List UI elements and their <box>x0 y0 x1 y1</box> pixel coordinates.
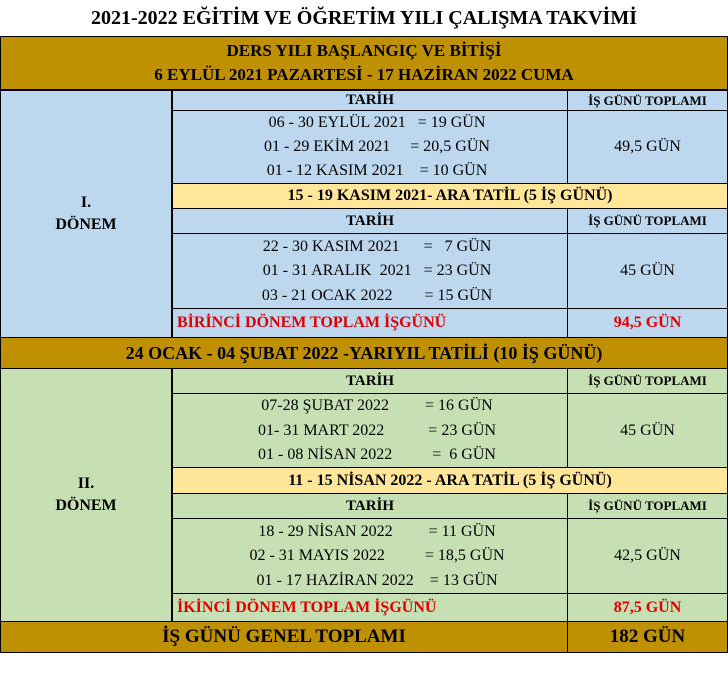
list-item: 01 - 31 ARALIK 2021 = 23 GÜN <box>262 262 492 279</box>
list-item: 22 - 30 KASIM 2021 = 7 GÜN <box>262 237 492 255</box>
page-title: 2021-2022 EĞİTİM VE ÖĞRETİM YILI ÇALIŞMA TAKVİMİ <box>91 6 637 29</box>
term1-block2-date-header: TARİH <box>172 208 568 234</box>
term1-summary-value: 94,5 GÜN <box>567 308 728 338</box>
term1-summary-label: BİRİNCİ DÖNEM TOPLAM İŞGÜNÜ <box>172 308 568 338</box>
year-header-line1: DERS YILI BAŞLANGIÇ VE BİTİŞİ <box>226 41 502 60</box>
term2-summary-label: İKİNCİ DÖNEM TOPLAM İŞGÜNÜ <box>172 593 568 622</box>
term2-block2-total: 42,5 GÜN <box>567 518 728 594</box>
term2-block2-rows <box>172 518 568 594</box>
list-item: 01 - 17 HAZİRAN 2022 = 13 GÜN <box>256 571 498 589</box>
term1-block2-total-header: İŞ GÜNÜ TOPLAMI <box>567 208 728 234</box>
term2-block2-total-header: İŞ GÜNÜ TOPLAMI <box>567 493 728 519</box>
term1-label-line1: I. <box>80 194 92 211</box>
list-item: 01- 31 MART 2022 = 23 GÜN <box>258 421 496 439</box>
term2-block1-total: 45 GÜN <box>567 393 728 468</box>
term2-summary-value: 87,5 GÜN <box>567 593 728 622</box>
term2-label <box>0 368 172 622</box>
term1-break: 15 - 19 KASIM 2021- ARA TATİL (5 İŞ GÜNÜ) <box>172 183 728 209</box>
term1-block1-date-header: TARİH <box>172 90 568 111</box>
list-item: 01 - 29 EKİM 2021 = 20,5 GÜN <box>264 138 490 155</box>
list-item: 07-28 ŞUBAT 2022 = 16 GÜN <box>261 397 493 415</box>
term2-block1-total-header: İŞ GÜNÜ TOPLAMI <box>567 368 728 394</box>
list-item: 01 - 08 NİSAN 2022 = 6 GÜN <box>258 445 496 463</box>
term2-block1-rows <box>172 393 568 468</box>
term1-block2-rows <box>172 233 568 309</box>
term1-block1-total: 49,5 GÜN <box>567 110 728 184</box>
term1-label-line2: DÖNEM <box>55 216 117 233</box>
semester-break: 24 OCAK - 04 ŞUBAT 2022 -YARIYIL TATİLİ (10 İŞ GÜNÜ) <box>0 337 728 369</box>
term1-label <box>0 90 172 338</box>
grand-total-label: İŞ GÜNÜ GENEL TOPLAMI <box>0 621 568 653</box>
term2-break: 11 - 15 NİSAN 2022 - ARA TATİL (5 İŞ GÜNÜ) <box>172 467 728 494</box>
year-header-line2: 6 EYLÜL 2021 PAZARTESİ - 17 HAZİRAN 2022 CUMA <box>154 65 574 84</box>
list-item: 02 - 31 MAYIS 2022 = 18,5 GÜN <box>249 547 505 564</box>
year-header <box>0 36 728 90</box>
term1-block2-total: 45 GÜN <box>567 233 728 309</box>
term2-label-line1: II. <box>77 475 95 492</box>
term1-block1-rows <box>172 110 568 184</box>
list-item: 03 - 21 OCAK 2022 = 15 GÜN <box>261 286 493 304</box>
term2-label-line2: DÖNEM <box>55 497 117 514</box>
list-item: 06 - 30 EYLÜL 2021 = 19 GÜN <box>268 114 486 131</box>
grand-total-value: 182 GÜN <box>567 621 728 653</box>
term2-block1-date-header: TARİH <box>172 368 568 394</box>
list-item: 01 - 12 KASIM 2021 = 10 GÜN <box>266 162 488 179</box>
term2-block2-date-header: TARİH <box>172 493 568 519</box>
list-item: 18 - 29 NİSAN 2022 = 11 GÜN <box>258 522 496 540</box>
term1-block1-total-header: İŞ GÜNÜ TOPLAMI <box>567 90 728 111</box>
